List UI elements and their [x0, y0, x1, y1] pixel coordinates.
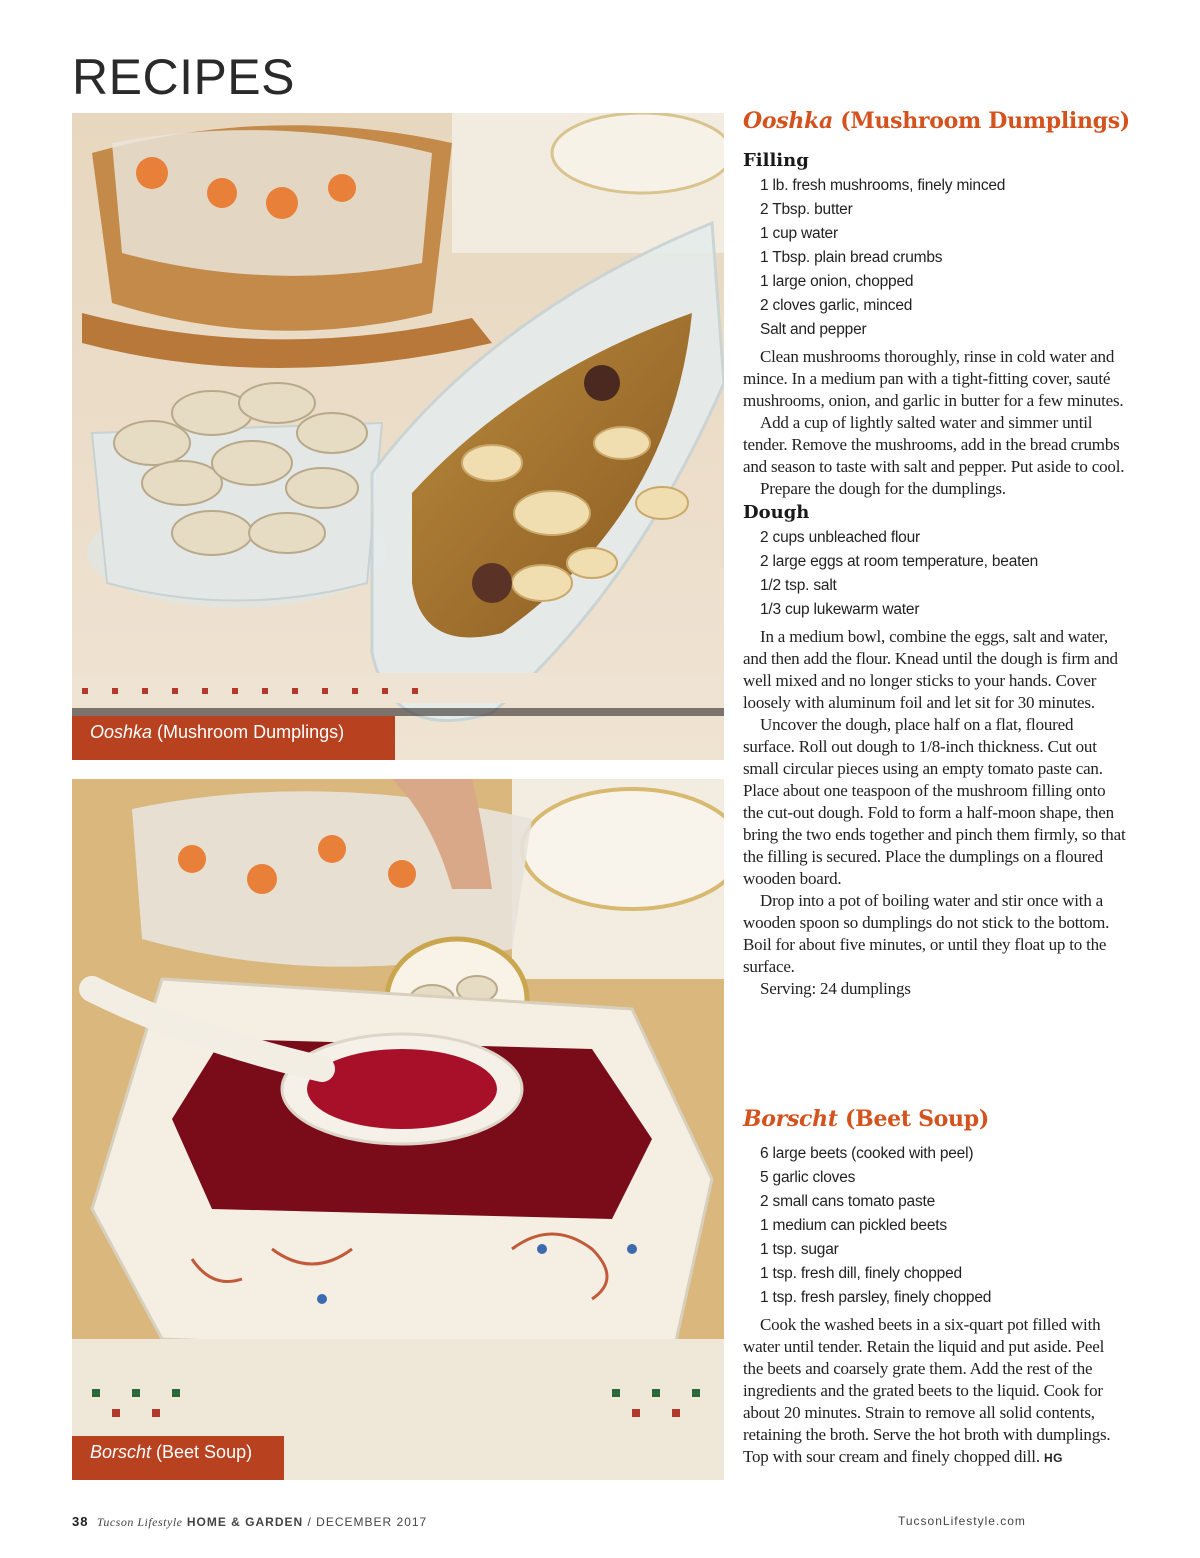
ingredient: 1 Tbsp. plain bread crumbs [760, 249, 943, 266]
photo-caption: Ooshka (Mushroom Dumplings) [72, 716, 395, 760]
end-mark: HG [1043, 1451, 1063, 1465]
ingredient: 1 medium can pickled beets [760, 1217, 947, 1234]
footer-folio [72, 1514, 427, 1530]
recipe-borscht [743, 1106, 1127, 1469]
ingredient: 1 tsp. sugar [760, 1241, 839, 1258]
recipe-title: Borscht (Beet Soup) [743, 1106, 989, 1132]
ooshka-photo-illustration [72, 113, 724, 760]
filling-instructions [743, 346, 1127, 500]
ingredient: 2 cloves garlic, minced [760, 297, 913, 314]
ingredient: 1 lb. fresh mushrooms, finely minced [760, 177, 1006, 194]
instruction-paragraph: Cook the washed beets in a six-quart pot filled with water until tender. Retain the liquid and put aside. Peel the beets and coarsely grate them. Add the rest of the ingredients and the grated beets to the liquid. Cook for about 20 minutes. Strain to remove all solid contents, retaining the broth. Serve the hot broth with dumplings. Top with sour cream and finely chopped dill. HG [743, 1315, 1111, 1466]
page-title: RECIPES [72, 49, 296, 105]
photo-caption: Borscht (Beet Soup) [72, 1436, 284, 1480]
photo-borscht [72, 779, 724, 1480]
photo-ooshka [72, 113, 724, 760]
ingredient: 2 small cans tomato paste [760, 1193, 936, 1210]
ingredient: 2 cups unbleached flour [760, 529, 920, 546]
ingredient: Salt and pepper [760, 321, 867, 338]
instruction-paragraph: Prepare the dough for the dumplings. [760, 479, 1006, 498]
instruction-paragraph: Uncover the dough, place half on a flat, floured surface. Roll out dough to 1/8-inch thickness. Cut out small circular pieces using an empty tomato paste can. Place about one teaspoon of the mushroom filling onto the cut-out dough. Fold to form a half-moon shape, then bring the two ends together and pinch them firmly, so that the filling is secured. Place the dumplings on a floured wooden board. [743, 715, 1126, 888]
dough-heading: Dough [743, 502, 810, 523]
ingredient: 2 Tbsp. butter [760, 201, 853, 218]
ingredient: 6 large beets (cooked with peel) [760, 1145, 974, 1162]
dough-ingredients [743, 526, 1127, 622]
ingredient: 1/3 cup lukewarm water [760, 601, 920, 618]
recipe-ooshka [743, 108, 1130, 1000]
instruction-paragraph: Add a cup of lightly salted water and simmer until tender. Remove the mushrooms, add in the bread crumbs and season to taste with salt and pepper. Put aside to cool. [743, 413, 1125, 476]
section-name: HOME & GARDEN [186, 1515, 304, 1529]
ingredient: 1 large onion, chopped [760, 273, 914, 290]
footer-website: TucsonLifestyle.com [898, 1514, 1026, 1528]
page-number: 38 [72, 1514, 89, 1529]
instruction-paragraph: In a medium bowl, combine the eggs, salt and water, and then add the flour. Knead until the dough is firm and well mixed and no longer sticks to your hands. Cover loosely with aluminum foil and let sit for 30 minutes. [743, 627, 1118, 712]
instruction-paragraph: Clean mushrooms thoroughly, rinse in cold water and mince. In a medium pan with a tight-fitting cover, sauté mushrooms, onion, and garlic in butter for a few minutes. [743, 347, 1124, 410]
borscht-instructions [743, 1314, 1127, 1469]
serving-note: Serving: 24 dumplings [760, 979, 911, 998]
dough-instructions [743, 626, 1127, 1000]
ingredient: 5 garlic cloves [760, 1169, 856, 1186]
borscht-photo-illustration [72, 779, 724, 1480]
ingredient: 1 cup water [760, 225, 838, 242]
instruction-paragraph: Drop into a pot of boiling water and stir once with a wooden spoon so dumplings do not stick to the bottom. Boil for about five minutes, or until they float up to the surface. [743, 891, 1110, 976]
borscht-ingredients [743, 1142, 1127, 1310]
filling-heading: Filling [743, 150, 809, 171]
ingredient: 2 large eggs at room temperature, beaten [760, 553, 1039, 570]
recipe-title: Ooshka (Mushroom Dumplings) [743, 108, 1130, 134]
ingredient: 1 tsp. fresh parsley, finely chopped [760, 1289, 992, 1306]
filling-ingredients [743, 174, 1127, 342]
magazine-name: Tucson Lifestyle [96, 1515, 183, 1529]
ingredient: 1 tsp. fresh dill, finely chopped [760, 1265, 962, 1282]
issue-date: / DECEMBER 2017 [307, 1515, 428, 1529]
ingredient: 1/2 tsp. salt [760, 577, 837, 594]
